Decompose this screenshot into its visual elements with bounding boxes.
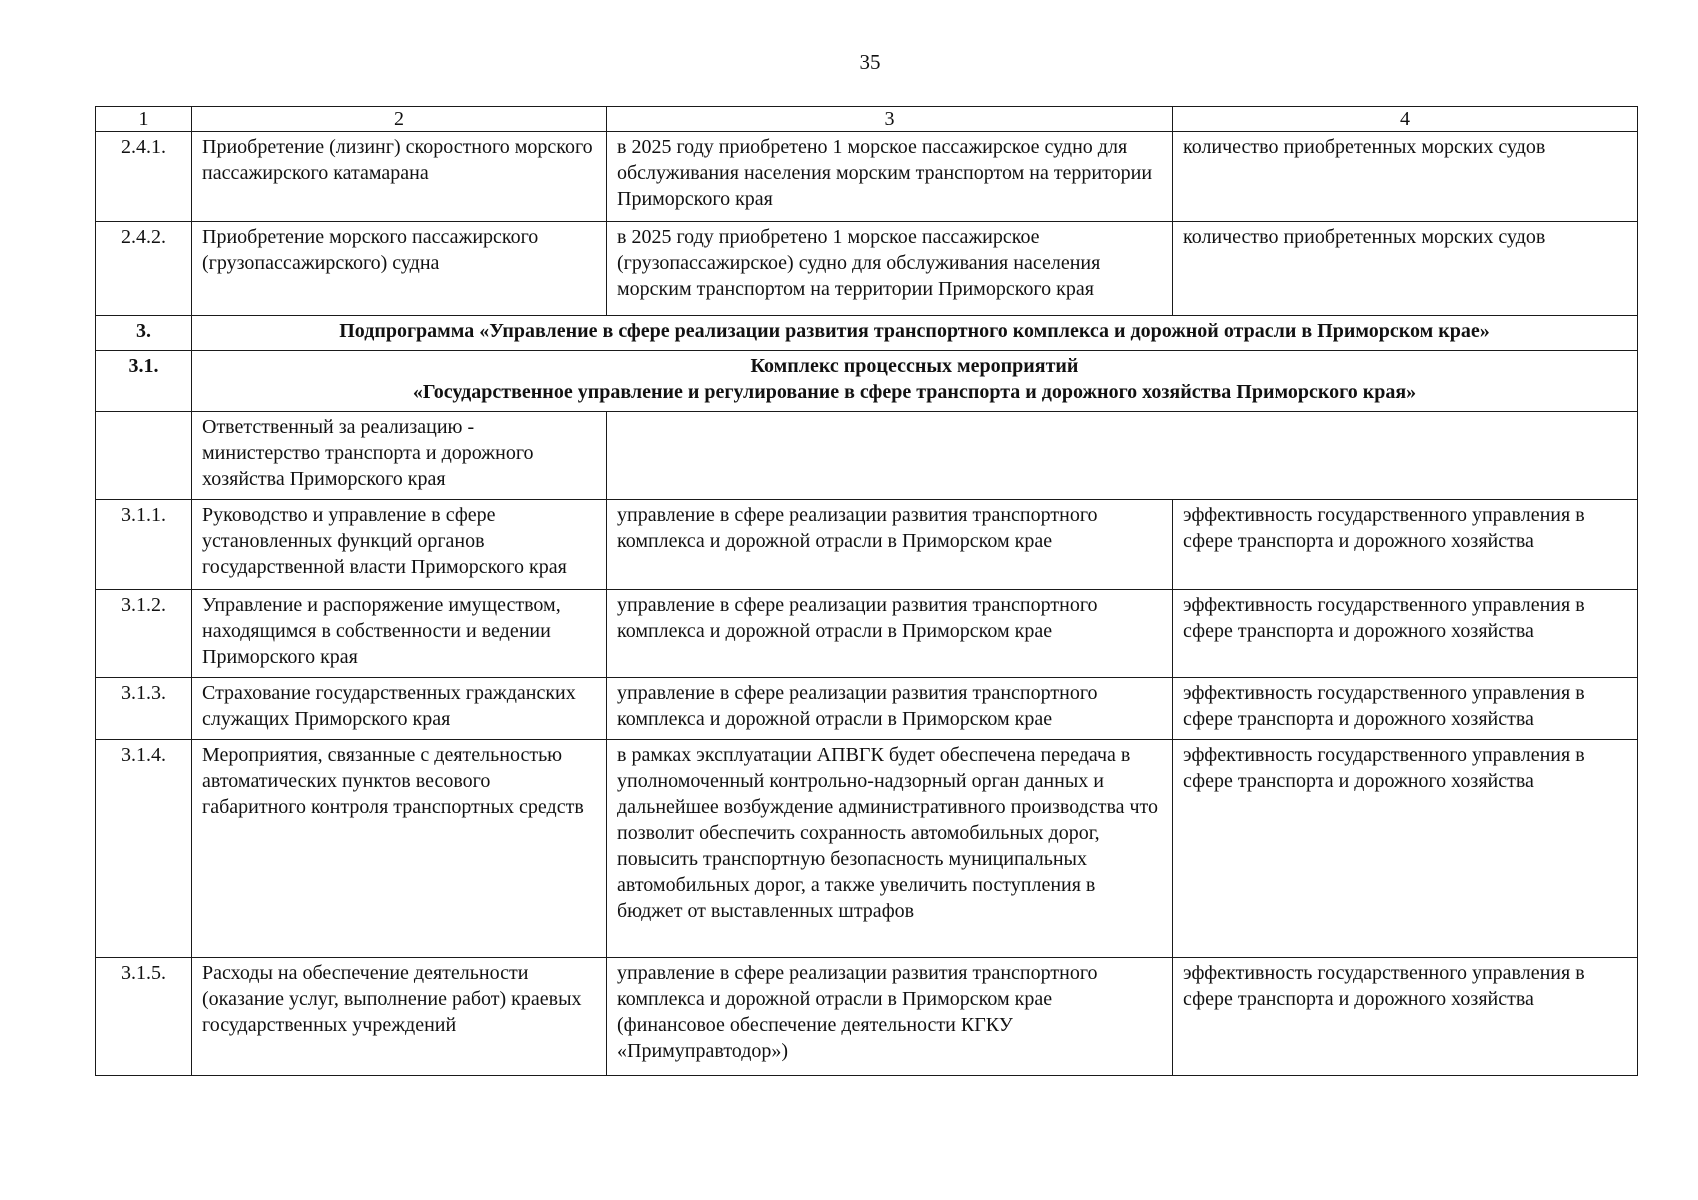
empty-cell: [96, 412, 192, 500]
activities-table: [95, 106, 1638, 1076]
activity-indicator: эффективность государственного управления в сфере транспорта и дорожного хозяйства: [1173, 740, 1638, 958]
complex-title: [192, 351, 1638, 412]
row-number: 3.1.3.: [96, 678, 192, 740]
activity-result: управление в сфере реализации развития транспортного комплекса и дорожной отрасли в Приморском крае: [607, 500, 1173, 590]
empty-cell: [607, 412, 1638, 500]
activity-result: управление в сфере реализации развития транспортного комплекса и дорожной отрасли в Приморском крае: [607, 678, 1173, 740]
subprogram-title: Подпрограмма «Управление в сфере реализации развития транспортного комплекса и дорожной отрасли в Приморском крае»: [192, 316, 1638, 351]
activity-indicator: количество приобретенных морских судов: [1173, 132, 1638, 222]
activity-name: Страхование государственных гражданских служащих Приморского края: [192, 678, 607, 740]
activity-indicator: эффективность государственного управления в сфере транспорта и дорожного хозяйства: [1173, 678, 1638, 740]
activity-result: управление в сфере реализации развития транспортного комплекса и дорожной отрасли в Приморском крае (финансовое обеспечение деятельности КГКУ «Примуправтодор»): [607, 958, 1173, 1076]
activity-name: Приобретение (лизинг) скоростного морского пассажирского катамарана: [192, 132, 607, 222]
table-row: [96, 958, 1638, 1076]
responsible-text: Ответственный за реализацию - министерство транспорта и дорожного хозяйства Приморского края: [192, 412, 607, 500]
activity-indicator: эффективность государственного управления в сфере транспорта и дорожного хозяйства: [1173, 590, 1638, 678]
complex-row: [96, 351, 1638, 412]
activity-name: Расходы на обеспечение деятельности (оказание услуг, выполнение работ) краевых государственных учреждений: [192, 958, 607, 1076]
activity-indicator: количество приобретенных морских судов: [1173, 222, 1638, 316]
table-header-row: [96, 107, 1638, 132]
activity-result: в 2025 году приобретено 1 морское пассажирское (грузопассажирское) судно для обслуживания населения морским транспортом на территории Приморского края: [607, 222, 1173, 316]
row-number: 2.4.1.: [96, 132, 192, 222]
table-row: [96, 740, 1638, 958]
activity-indicator: эффективность государственного управления в сфере транспорта и дорожного хозяйства: [1173, 958, 1638, 1076]
row-number: 3.1.5.: [96, 958, 192, 1076]
subprogram-number: 3.: [96, 316, 192, 351]
page-number: 35: [859, 50, 881, 74]
activity-name: Руководство и управление в сфере установленных функций органов государственной власти Приморского края: [192, 500, 607, 590]
row-number: 3.1.4.: [96, 740, 192, 958]
activity-name: Мероприятия, связанные с деятельностью автоматических пунктов весового габаритного контроля транспортных средств: [192, 740, 607, 958]
row-number: 3.1.1.: [96, 500, 192, 590]
complex-title-line-2: «Государственное управление и регулирование в сфере транспорта и дорожного хозяйства Приморского края»: [412, 381, 1417, 403]
complex-number: 3.1.: [96, 351, 192, 412]
header-col-1: 1: [96, 107, 192, 132]
table-row: [96, 132, 1638, 222]
table-row: [96, 500, 1638, 590]
activity-indicator: эффективность государственного управления в сфере транспорта и дорожного хозяйства: [1173, 500, 1638, 590]
responsible-row: [96, 412, 1638, 500]
activity-result: в 2025 году приобретено 1 морское пассажирское судно для обслуживания населения морским транспортом на территории Приморского края: [607, 132, 1173, 222]
header-col-4: 4: [1173, 107, 1638, 132]
table-row: [96, 590, 1638, 678]
header-col-3: 3: [607, 107, 1173, 132]
table-row: [96, 222, 1638, 316]
subprogram-row: [96, 316, 1638, 351]
complex-title-line-1: Комплекс процессных мероприятий: [750, 355, 1079, 377]
activity-result: в рамках эксплуатации АПВГК будет обеспечена передача в уполномоченный контрольно-надзорный орган данных и дальнейшее возбуждение административного производства что позволит обеспечить сохранность автомобильных дорог, повысить транспортную безопасность муниципальных автомобильных дорог, а также увеличить поступления в бюджет от выставленных штрафов: [607, 740, 1173, 958]
row-number: 2.4.2.: [96, 222, 192, 316]
row-number: 3.1.2.: [96, 590, 192, 678]
header-col-2: 2: [192, 107, 607, 132]
table-row: [96, 678, 1638, 740]
activity-name: Управление и распоряжение имуществом, находящимся в собственности и ведении Приморского края: [192, 590, 607, 678]
activity-result: управление в сфере реализации развития транспортного комплекса и дорожной отрасли в Приморском крае: [607, 590, 1173, 678]
activity-name: Приобретение морского пассажирского (грузопассажирского) судна: [192, 222, 607, 316]
